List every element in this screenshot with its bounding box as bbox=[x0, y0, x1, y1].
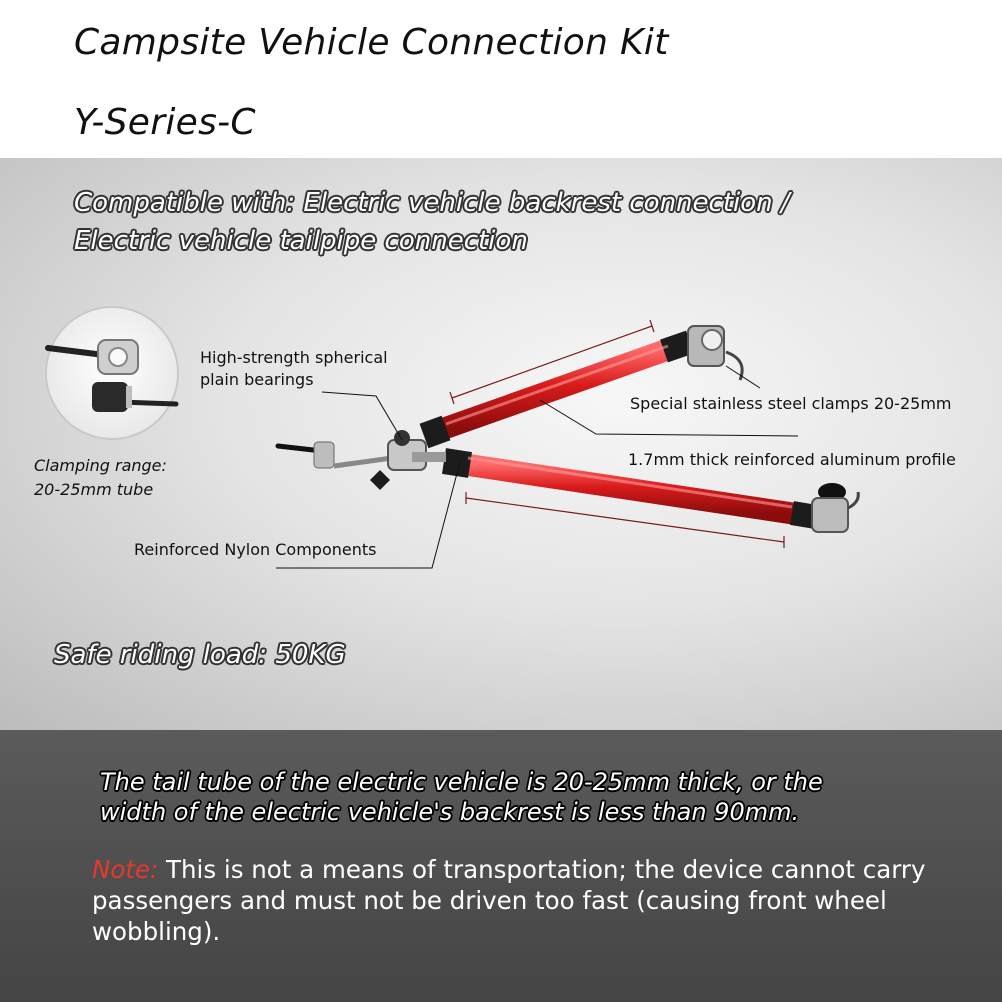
bearings-label-line-2: plain bearings bbox=[200, 370, 314, 389]
clamping-range-line-2: 20-25mm tube bbox=[34, 480, 154, 499]
note-text: This is not a means of transportation; the device cannot carry passengers and must not be driven too fast (causing front wheel wobbling). bbox=[92, 855, 926, 946]
upper-tube bbox=[424, 342, 690, 436]
nylon-label: Reinforced Nylon Components bbox=[134, 540, 377, 559]
profile-label: 1.7mm thick reinforced aluminum profile bbox=[628, 450, 956, 469]
note-label: Note: bbox=[92, 855, 159, 884]
page-subtitle: Y-Series-C bbox=[74, 102, 256, 143]
lower-end-clamp bbox=[812, 483, 858, 532]
clamping-range-line-1: Clamping range: bbox=[34, 456, 167, 475]
compatibility-line-2: Electric vehicle tailpipe connection bbox=[74, 226, 528, 256]
page-title: Campsite Vehicle Connection Kit bbox=[74, 22, 669, 63]
bearings-label-line-1: High-strength spherical bbox=[200, 348, 388, 367]
clamps-label: Special stainless steel clamps 20-25mm bbox=[630, 394, 952, 413]
spec-line-2: width of the electric vehicle's backrest is less than 90mm. bbox=[100, 798, 800, 826]
spec-line-1: The tail tube of the electric vehicle is 20-25mm thick, or the bbox=[100, 768, 823, 796]
upper-end-clamp bbox=[688, 326, 742, 380]
clamp-detail-image bbox=[46, 307, 178, 439]
load-label: Safe riding load: 50KG bbox=[54, 640, 346, 670]
compatibility-line-1: Compatible with: Electric vehicle backrest connection / bbox=[74, 188, 790, 218]
note-block bbox=[92, 854, 952, 947]
joint-assembly bbox=[278, 430, 446, 490]
